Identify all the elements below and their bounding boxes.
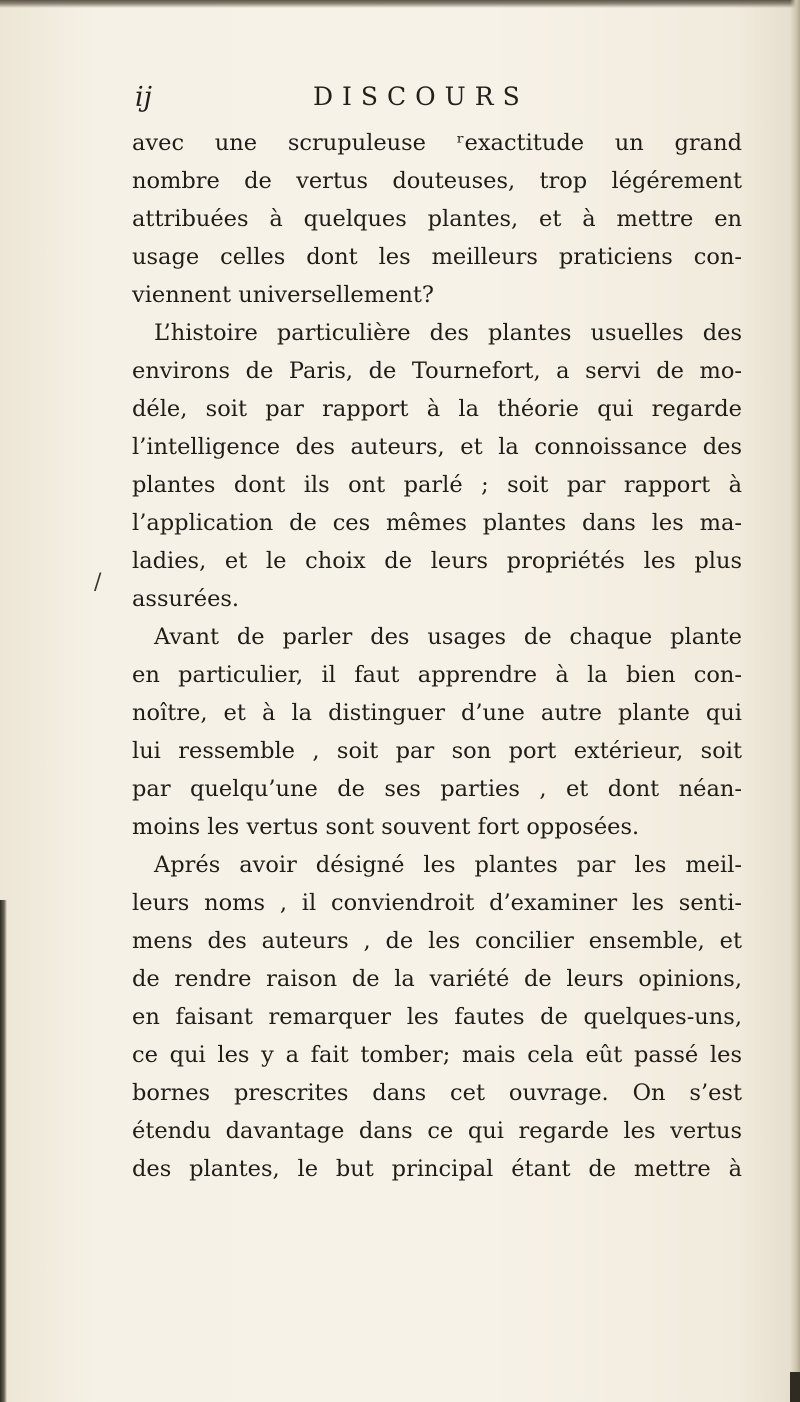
page-top-edge	[0, 0, 800, 8]
page-corner-shadow	[790, 1372, 800, 1402]
text-line: étendu davantage dans ce qui regarde les vertus	[132, 1118, 742, 1144]
text-line: l’intelligence des auteurs, et la connoissance des	[132, 434, 742, 460]
text-line: mens des auteurs , de les concilier ensemble, et	[132, 928, 742, 954]
running-head: DISCOURS	[313, 82, 529, 111]
text-line: Avant de parler des usages de chaque plante	[154, 624, 742, 650]
text-line: ce qui les y a fait tomber; mais cela eût passé les	[132, 1042, 742, 1068]
text-line: viennent universellement?	[132, 282, 434, 308]
text-line: assurées.	[132, 586, 240, 612]
page-binding-edge	[0, 900, 7, 1402]
text-line: bornes prescrites dans cet ouvrage. On s’est	[132, 1080, 742, 1106]
text-line: plantes dont ils ont parlé ; soit par rapport à	[132, 472, 742, 498]
text-line: environs de Paris, de Tournefort, a servi de mo-	[132, 358, 742, 384]
page-header	[135, 82, 655, 122]
text-line: L’histoire particulière des plantes usuelles des	[154, 320, 742, 346]
text-line: par quelqu’une de ses parties , et dont néan-	[132, 776, 742, 802]
text-line: noître, et à la distinguer d’une autre plante qui	[132, 700, 742, 726]
body-text	[132, 124, 742, 1188]
text-line: déle, soit par rapport à la théorie qui regarde	[132, 396, 742, 422]
text-line: usage celles dont les meilleurs praticiens con-	[132, 244, 742, 270]
text-line: lui ressemble , soit par son port extérieur, soit	[132, 738, 742, 764]
text-line: des plantes, le but principal étant de mettre à	[132, 1156, 742, 1182]
text-line: leurs noms , il conviendroit d’examiner les senti-	[132, 890, 742, 916]
text-line: en faisant remarquer les fautes de quelques-uns,	[132, 1004, 742, 1030]
text-line: en particulier, il faut apprendre à la bien con-	[132, 662, 742, 688]
text-line: Aprés avoir désigné les plantes par les meil-	[154, 852, 742, 878]
page-right-edge	[790, 0, 800, 1402]
text-line: attribuées à quelques plantes, et à mettre en	[132, 206, 742, 232]
page-number: ij	[135, 82, 153, 113]
margin-mark: /	[94, 570, 102, 595]
text-line: l’application de ces mêmes plantes dans les ma-	[132, 510, 742, 536]
text-line: de rendre raison de la variété de leurs opinions,	[132, 966, 742, 992]
text-line: ladies, et le choix de leurs propriétés les plus	[132, 548, 742, 574]
text-line: nombre de vertus douteuses, trop légérement	[132, 168, 742, 194]
text-line: moins les vertus sont souvent fort opposées.	[132, 814, 640, 840]
text-line: avec une scrupuleuse ʳexactitude un grand	[132, 130, 742, 156]
